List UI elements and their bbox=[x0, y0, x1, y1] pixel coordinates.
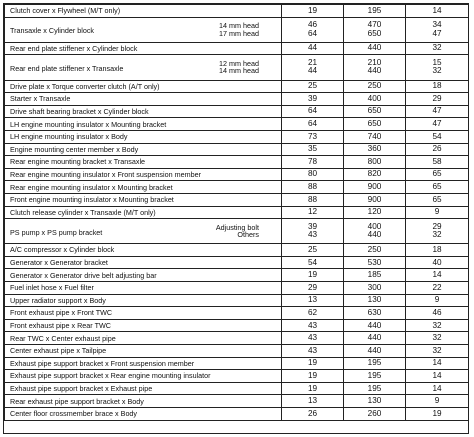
torque-value: 22 bbox=[432, 282, 442, 292]
value-cell-v2 bbox=[344, 118, 406, 131]
torque-value: 44 bbox=[307, 66, 318, 76]
torque-value: 65 bbox=[432, 169, 442, 179]
torque-value: 9 bbox=[434, 207, 440, 217]
value-cell-v1 bbox=[282, 118, 344, 131]
part-label: Rear end plate stiffener x Cylinder block bbox=[10, 43, 138, 53]
part-cell bbox=[5, 382, 282, 395]
torque-value: 43 bbox=[307, 333, 318, 343]
value-cell-v2 bbox=[344, 5, 406, 18]
torque-value: 65 bbox=[432, 182, 442, 191]
torque-value: 47 bbox=[432, 106, 442, 116]
torque-value: 400 bbox=[367, 93, 382, 103]
value-cell-v2 bbox=[344, 395, 406, 408]
torque-value: 800 bbox=[367, 156, 382, 166]
value-cell-v3 bbox=[406, 357, 469, 370]
torque-value: 19 bbox=[307, 370, 318, 380]
torque-value: 440 bbox=[367, 320, 382, 330]
table-row bbox=[5, 156, 469, 169]
table-row bbox=[5, 357, 469, 370]
torque-value: 650 bbox=[367, 119, 382, 129]
torque-value: 18 bbox=[432, 81, 442, 91]
torque-value: 26 bbox=[307, 408, 318, 418]
torque-value: 9 bbox=[434, 396, 440, 406]
table-row bbox=[5, 382, 469, 395]
torque-value: 260 bbox=[367, 408, 382, 418]
value-cell-v1 bbox=[282, 17, 344, 42]
value-cell-v1 bbox=[282, 181, 344, 194]
part-label: Rear exhaust pipe support bracket x Body bbox=[10, 396, 144, 406]
value-cell-v2 bbox=[344, 408, 406, 421]
value-cell-v2 bbox=[344, 206, 406, 219]
part-label: Drive shaft bearing bracket x Cylinder block bbox=[10, 106, 149, 116]
torque-value: 43 bbox=[307, 320, 318, 330]
part-cell bbox=[5, 408, 282, 421]
table-row bbox=[5, 319, 469, 332]
part-label: Fuel inlet hose x Fuel filter bbox=[10, 283, 94, 293]
value-cell-v3 bbox=[406, 130, 469, 143]
value-cell-v1 bbox=[282, 93, 344, 106]
value-cell-v1 bbox=[282, 206, 344, 219]
torque-value: 35 bbox=[307, 144, 318, 154]
table-row bbox=[5, 256, 469, 269]
part-label: Front engine mounting insulator x Mounting bracket bbox=[10, 195, 174, 205]
torque-value: 73 bbox=[307, 131, 318, 141]
value-cell-v1 bbox=[282, 282, 344, 295]
value-cell-v1 bbox=[282, 382, 344, 395]
value-cell-v3 bbox=[406, 269, 469, 282]
value-cell-v1 bbox=[282, 345, 344, 358]
table-row bbox=[5, 93, 469, 106]
torque-spec-table-frame bbox=[3, 3, 469, 434]
value-cell-v1 bbox=[282, 156, 344, 169]
part-cell bbox=[5, 156, 282, 169]
value-cell-v2 bbox=[344, 282, 406, 295]
table-row bbox=[5, 282, 469, 295]
part-label: LH engine mounting insulator x Mounting bracket bbox=[10, 119, 167, 129]
value-cell-v1 bbox=[282, 105, 344, 118]
value-cell-v3 bbox=[406, 193, 469, 206]
part-label: Starter x Transaxle bbox=[10, 94, 71, 104]
part-label: PS pump x PS pump bracket bbox=[10, 227, 103, 237]
torque-value: 64 bbox=[307, 106, 318, 116]
value-cell-v2 bbox=[344, 17, 406, 42]
table-row bbox=[5, 370, 469, 383]
torque-value: 440 bbox=[367, 66, 382, 76]
torque-value: 130 bbox=[367, 295, 382, 305]
part-cell bbox=[5, 206, 282, 219]
part-cell bbox=[5, 105, 282, 118]
torque-value: 195 bbox=[367, 358, 382, 368]
torque-value: 470 bbox=[367, 20, 382, 30]
torque-value: 740 bbox=[367, 131, 382, 141]
value-cell-v1 bbox=[282, 319, 344, 332]
torque-value: 9 bbox=[434, 295, 440, 305]
part-cell bbox=[5, 55, 282, 80]
part-cell bbox=[5, 294, 282, 307]
torque-value: 43 bbox=[307, 230, 318, 240]
torque-value: 47 bbox=[432, 28, 442, 38]
table-row bbox=[5, 332, 469, 345]
part-label: Exhaust pipe support bracket x Rear engine mounting insulator bbox=[10, 371, 211, 381]
torque-value: 32 bbox=[432, 333, 442, 343]
table-row bbox=[5, 118, 469, 131]
table-row bbox=[5, 408, 469, 421]
value-cell-v1 bbox=[282, 143, 344, 156]
part-cell bbox=[5, 181, 282, 194]
value-cell-v2 bbox=[344, 42, 406, 55]
part-label: Front exhaust pipe x Front TWC bbox=[10, 308, 113, 318]
table-row bbox=[5, 294, 469, 307]
part-cell bbox=[5, 5, 282, 18]
torque-value: 13 bbox=[307, 396, 318, 406]
value-cell-v2 bbox=[344, 294, 406, 307]
torque-value: 14 bbox=[432, 370, 442, 380]
torque-value: 13 bbox=[307, 295, 318, 305]
part-cell bbox=[5, 219, 282, 244]
value-cell-v1 bbox=[282, 332, 344, 345]
torque-value: 32 bbox=[432, 43, 442, 53]
sub-label: Adjusting bolt bbox=[215, 222, 259, 232]
torque-value: 32 bbox=[432, 320, 442, 330]
value-cell-v2 bbox=[344, 193, 406, 206]
part-cell bbox=[5, 193, 282, 206]
part-cell bbox=[5, 17, 282, 42]
part-cell bbox=[5, 332, 282, 345]
value-cell-v3 bbox=[406, 282, 469, 295]
torque-value: 650 bbox=[367, 106, 382, 116]
torque-value: 195 bbox=[367, 383, 382, 393]
part-label: Exhaust pipe support bracket x Front suspension member bbox=[10, 358, 195, 368]
value-cell-v1 bbox=[282, 395, 344, 408]
value-cell-v2 bbox=[344, 55, 406, 80]
value-cell-v2 bbox=[344, 307, 406, 320]
value-cell-v1 bbox=[282, 5, 344, 18]
table-row bbox=[5, 105, 469, 118]
torque-value: 88 bbox=[307, 182, 318, 191]
torque-value: 650 bbox=[367, 28, 382, 38]
table-row bbox=[5, 5, 469, 18]
part-cell bbox=[5, 244, 282, 257]
sub-label: Others bbox=[237, 230, 259, 240]
torque-value: 12 bbox=[307, 207, 318, 217]
part-label: Rear end plate stiffener x Transaxle bbox=[10, 63, 124, 73]
part-cell bbox=[5, 345, 282, 358]
table-row bbox=[5, 181, 469, 194]
torque-value: 120 bbox=[367, 207, 382, 217]
value-cell-v1 bbox=[282, 370, 344, 383]
value-cell-v2 bbox=[344, 319, 406, 332]
torque-value: 300 bbox=[367, 282, 382, 292]
part-label: Generator x Generator bracket bbox=[10, 258, 108, 268]
table-row bbox=[5, 42, 469, 55]
value-cell-v3 bbox=[406, 5, 469, 18]
value-cell-v2 bbox=[344, 219, 406, 244]
value-cell-v1 bbox=[282, 256, 344, 269]
part-label: Rear engine mounting bracket x Transaxle bbox=[10, 157, 146, 167]
value-cell-v1 bbox=[282, 193, 344, 206]
torque-value: 65 bbox=[432, 194, 442, 204]
part-cell bbox=[5, 357, 282, 370]
torque-value: 62 bbox=[307, 307, 318, 317]
table-row bbox=[5, 206, 469, 219]
value-cell-v1 bbox=[282, 357, 344, 370]
value-cell-v3 bbox=[406, 143, 469, 156]
part-label: LH engine mounting insulator x Body bbox=[10, 132, 128, 142]
value-cell-v2 bbox=[344, 345, 406, 358]
value-cell-v2 bbox=[344, 382, 406, 395]
value-cell-v3 bbox=[406, 105, 469, 118]
torque-value: 44 bbox=[307, 43, 318, 53]
part-cell bbox=[5, 130, 282, 143]
torque-value: 29 bbox=[307, 282, 318, 292]
value-cell-v1 bbox=[282, 168, 344, 181]
torque-value: 64 bbox=[307, 119, 318, 129]
value-cell-v3 bbox=[406, 395, 469, 408]
part-label: Front exhaust pipe x Rear TWC bbox=[10, 321, 111, 331]
value-cell-v3 bbox=[406, 244, 469, 257]
part-cell bbox=[5, 80, 282, 93]
torque-value: 14 bbox=[432, 5, 442, 15]
part-label: Rear TWC x Center exhaust pipe bbox=[10, 333, 116, 343]
part-cell bbox=[5, 256, 282, 269]
torque-value: 250 bbox=[367, 244, 382, 254]
torque-value: 900 bbox=[367, 194, 382, 204]
value-cell-v3 bbox=[406, 408, 469, 421]
torque-value: 440 bbox=[367, 43, 382, 53]
torque-value: 46 bbox=[432, 307, 442, 317]
part-label: Clutch release cylinder x Transaxle (M/T only) bbox=[10, 207, 156, 217]
value-cell-v2 bbox=[344, 357, 406, 370]
part-cell bbox=[5, 93, 282, 106]
torque-value: 32 bbox=[432, 66, 442, 76]
value-cell-v2 bbox=[344, 93, 406, 106]
torque-value: 18 bbox=[432, 244, 442, 254]
value-cell-v1 bbox=[282, 55, 344, 80]
torque-spec-table bbox=[4, 4, 469, 421]
torque-value: 440 bbox=[367, 230, 382, 240]
value-cell-v3 bbox=[406, 17, 469, 42]
part-label: Rear engine mounting insulator x Mounting bracket bbox=[10, 182, 173, 192]
value-cell-v2 bbox=[344, 80, 406, 93]
torque-value: 440 bbox=[367, 333, 382, 343]
value-cell-v3 bbox=[406, 219, 469, 244]
table-row bbox=[5, 395, 469, 408]
part-cell bbox=[5, 395, 282, 408]
value-cell-v2 bbox=[344, 105, 406, 118]
torque-value: 440 bbox=[367, 345, 382, 355]
part-cell bbox=[5, 307, 282, 320]
value-cell-v1 bbox=[282, 130, 344, 143]
torque-value: 29 bbox=[432, 221, 442, 231]
table-row bbox=[5, 130, 469, 143]
value-cell-v1 bbox=[282, 80, 344, 93]
torque-value: 54 bbox=[432, 131, 442, 141]
torque-value: 19 bbox=[307, 5, 318, 15]
torque-value: 40 bbox=[432, 257, 442, 267]
value-cell-v1 bbox=[282, 244, 344, 257]
value-cell-v3 bbox=[406, 332, 469, 345]
torque-value: 46 bbox=[307, 20, 318, 30]
torque-value: 88 bbox=[307, 194, 318, 204]
table-row bbox=[5, 55, 469, 80]
value-cell-v3 bbox=[406, 55, 469, 80]
sub-label: 14 mm head bbox=[219, 66, 259, 76]
torque-value: 19 bbox=[307, 270, 318, 280]
sub-label: 14 mm head bbox=[219, 21, 259, 31]
torque-value: 25 bbox=[307, 81, 318, 91]
torque-value: 19 bbox=[432, 408, 442, 418]
torque-value: 185 bbox=[367, 270, 382, 280]
part-label: Generator x Generator drive belt adjusting bar bbox=[10, 270, 157, 280]
torque-value: 78 bbox=[307, 156, 318, 166]
part-cell bbox=[5, 370, 282, 383]
value-cell-v3 bbox=[406, 206, 469, 219]
torque-spec-body bbox=[5, 5, 469, 421]
part-cell bbox=[5, 42, 282, 55]
part-label: Center exhaust pipe x Tailpipe bbox=[10, 346, 107, 356]
torque-value: 39 bbox=[307, 93, 318, 103]
torque-value: 195 bbox=[367, 5, 382, 15]
torque-value: 21 bbox=[307, 58, 318, 68]
value-cell-v2 bbox=[344, 256, 406, 269]
torque-value: 820 bbox=[367, 169, 382, 179]
table-row bbox=[5, 345, 469, 358]
table-row bbox=[5, 17, 469, 42]
value-cell-v3 bbox=[406, 93, 469, 106]
value-cell-v3 bbox=[406, 168, 469, 181]
torque-value: 210 bbox=[367, 58, 382, 68]
value-cell-v1 bbox=[282, 269, 344, 282]
torque-value: 195 bbox=[367, 370, 382, 380]
value-cell-v2 bbox=[344, 370, 406, 383]
value-cell-v1 bbox=[282, 408, 344, 421]
value-cell-v3 bbox=[406, 370, 469, 383]
value-cell-v3 bbox=[406, 256, 469, 269]
torque-value: 54 bbox=[307, 257, 318, 267]
value-cell-v1 bbox=[282, 307, 344, 320]
part-label: Rear engine mounting insulator x Front suspension member bbox=[10, 169, 201, 179]
torque-value: 400 bbox=[367, 221, 382, 231]
torque-value: 26 bbox=[432, 144, 442, 154]
torque-value: 58 bbox=[432, 156, 442, 166]
torque-value: 19 bbox=[307, 383, 318, 393]
table-row bbox=[5, 143, 469, 156]
torque-value: 14 bbox=[432, 358, 442, 368]
torque-value: 29 bbox=[432, 93, 442, 103]
value-cell-v1 bbox=[282, 42, 344, 55]
torque-value: 80 bbox=[307, 169, 318, 179]
value-cell-v2 bbox=[344, 130, 406, 143]
torque-value: 130 bbox=[367, 396, 382, 406]
value-cell-v3 bbox=[406, 319, 469, 332]
part-cell bbox=[5, 319, 282, 332]
torque-value: 530 bbox=[367, 257, 382, 267]
table-row bbox=[5, 193, 469, 206]
value-cell-v2 bbox=[344, 244, 406, 257]
value-cell-v3 bbox=[406, 294, 469, 307]
value-cell-v1 bbox=[282, 294, 344, 307]
torque-value: 250 bbox=[367, 81, 382, 91]
torque-value: 360 bbox=[367, 144, 382, 154]
part-label: Drive plate x Torque converter clutch (A/T only) bbox=[10, 81, 160, 91]
value-cell-v3 bbox=[406, 307, 469, 320]
table-row bbox=[5, 307, 469, 320]
table-row bbox=[5, 80, 469, 93]
value-cell-v3 bbox=[406, 156, 469, 169]
part-label: Exhaust pipe support bracket x Exhaust pipe bbox=[10, 384, 153, 393]
part-cell bbox=[5, 168, 282, 181]
torque-value: 14 bbox=[432, 383, 442, 393]
value-cell-v2 bbox=[344, 168, 406, 181]
value-cell-v2 bbox=[344, 332, 406, 345]
part-label: Engine mounting center member x Body bbox=[10, 144, 139, 154]
part-label: Center floor crossmember brace x Body bbox=[10, 409, 138, 419]
torque-value: 39 bbox=[307, 221, 318, 231]
part-label: Transaxle x Cylinder block bbox=[10, 26, 95, 36]
sub-label: 12 mm head bbox=[219, 59, 259, 69]
value-cell-v2 bbox=[344, 269, 406, 282]
value-cell-v2 bbox=[344, 181, 406, 194]
torque-value: 43 bbox=[307, 345, 318, 355]
torque-value: 630 bbox=[367, 307, 382, 317]
table-row bbox=[5, 269, 469, 282]
sub-label: 17 mm head bbox=[219, 28, 259, 38]
part-label: Clutch cover x Flywheel (M/T only) bbox=[10, 6, 121, 16]
value-cell-v1 bbox=[282, 219, 344, 244]
table-row bbox=[5, 244, 469, 257]
torque-value: 32 bbox=[432, 230, 442, 240]
value-cell-v3 bbox=[406, 181, 469, 194]
part-cell bbox=[5, 143, 282, 156]
part-cell bbox=[5, 118, 282, 131]
value-cell-v2 bbox=[344, 143, 406, 156]
part-cell bbox=[5, 269, 282, 282]
value-cell-v3 bbox=[406, 42, 469, 55]
table-row bbox=[5, 168, 469, 181]
part-cell bbox=[5, 282, 282, 295]
torque-value: 32 bbox=[432, 345, 442, 355]
value-cell-v3 bbox=[406, 80, 469, 93]
value-cell-v3 bbox=[406, 345, 469, 358]
part-label: A/C compressor x Cylinder block bbox=[10, 245, 115, 255]
torque-value: 900 bbox=[367, 182, 382, 191]
value-cell-v3 bbox=[406, 118, 469, 131]
value-cell-v2 bbox=[344, 156, 406, 169]
torque-value: 14 bbox=[432, 270, 442, 280]
torque-value: 19 bbox=[307, 358, 318, 368]
table-row bbox=[5, 219, 469, 244]
torque-value: 34 bbox=[432, 20, 442, 30]
torque-value: 47 bbox=[432, 119, 442, 129]
torque-value: 25 bbox=[307, 244, 318, 254]
torque-value: 64 bbox=[307, 28, 318, 38]
value-cell-v3 bbox=[406, 382, 469, 395]
torque-value: 15 bbox=[432, 58, 442, 68]
part-label: Upper radiator support x Body bbox=[10, 295, 106, 305]
